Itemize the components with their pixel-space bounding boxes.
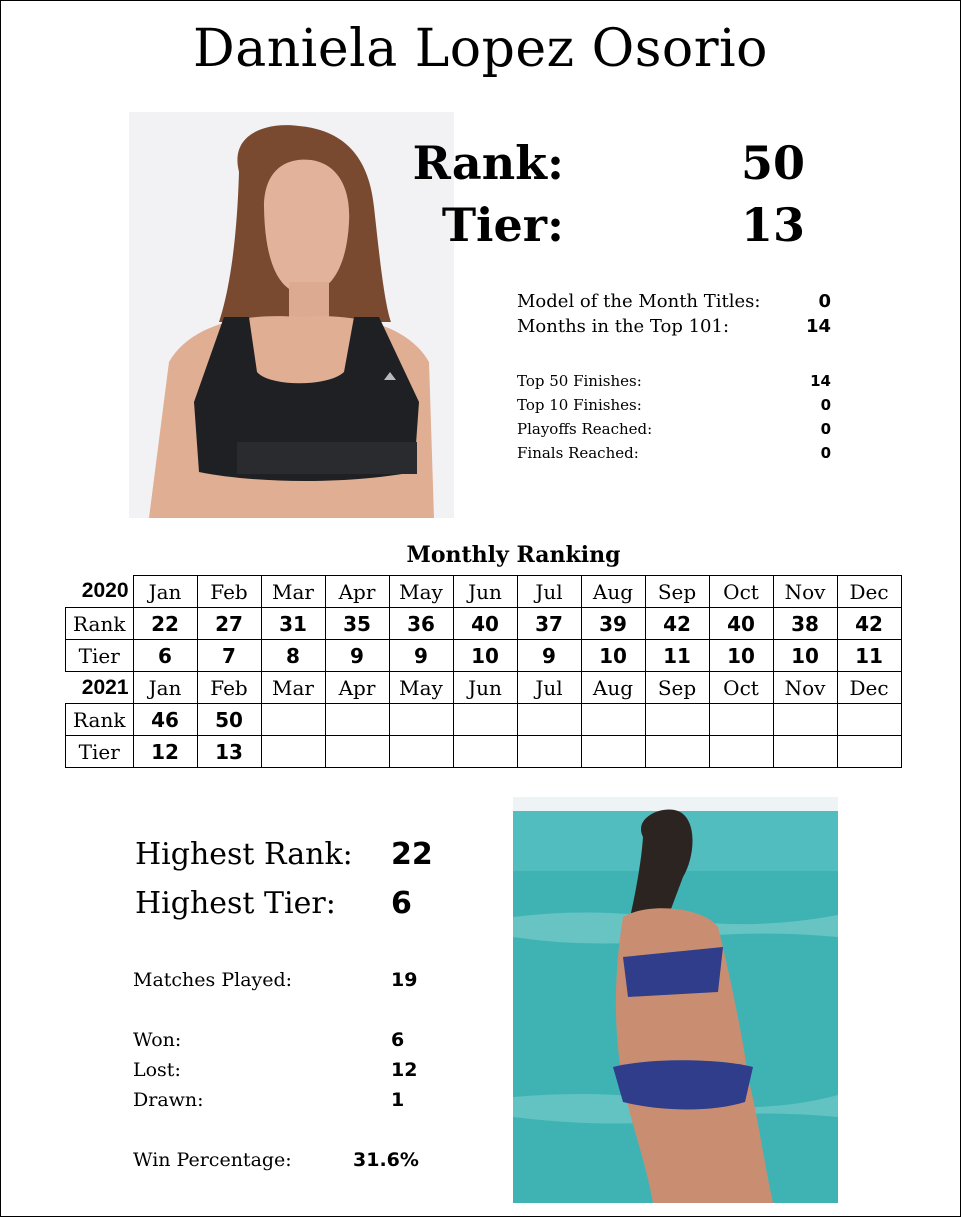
matches-played-label: Matches Played: (133, 969, 293, 991)
tier-cell (837, 736, 901, 768)
won-value: 6 (391, 1029, 405, 1051)
highest-rank-label: Highest Rank: (135, 837, 353, 872)
finals-value: 0 (820, 444, 831, 462)
rank-cell: 38 (773, 608, 837, 640)
month-header-cell: May (389, 672, 453, 704)
month-header-cell: Mar (261, 576, 325, 608)
month-header-cell: Jun (453, 672, 517, 704)
tier-cell (709, 736, 773, 768)
rank-cell: 40 (709, 608, 773, 640)
page-title: Daniela Lopez Osorio (193, 19, 768, 79)
rank-cell: 37 (517, 608, 581, 640)
rank-cell (453, 704, 517, 736)
month-header-cell: Sep (645, 576, 709, 608)
tier-cell: 10 (773, 640, 837, 672)
top50-value: 14 (810, 372, 831, 390)
rank-cell: 42 (837, 608, 901, 640)
tier-cell: 6 (133, 640, 197, 672)
month-header-cell: May (389, 576, 453, 608)
month-header-cell: Jan (133, 672, 197, 704)
month-header-cell: Apr (325, 576, 389, 608)
highest-rank-value: 22 (391, 837, 433, 872)
motm-titles-label: Model of the Month Titles: (517, 291, 761, 312)
rank-cell: 42 (645, 608, 709, 640)
rank-cell: 36 (389, 608, 453, 640)
rank-cell: 50 (197, 704, 261, 736)
rank-cell (773, 704, 837, 736)
rank-cell: 35 (325, 608, 389, 640)
highest-tier-label: Highest Tier: (135, 886, 336, 921)
won-label: Won: (133, 1029, 182, 1051)
month-header-cell: Aug (581, 672, 645, 704)
current-tier (429, 198, 829, 254)
tier-cell (773, 736, 837, 768)
tier-cell: 7 (197, 640, 261, 672)
drawn-label: Drawn: (133, 1089, 204, 1111)
tier-cell: 13 (197, 736, 261, 768)
tier-cell: 8 (261, 640, 325, 672)
matches-played-value: 19 (391, 969, 418, 991)
finals-label: Finals Reached: (517, 444, 639, 462)
month-header-cell: Sep (645, 672, 709, 704)
rank-cell (837, 704, 901, 736)
month-header-cell: Mar (261, 672, 325, 704)
month-header-cell: Dec (837, 576, 901, 608)
month-header-cell: Feb (197, 576, 261, 608)
rank-cell: 46 (133, 704, 197, 736)
tier-label: Tier: (441, 198, 564, 252)
month-header-cell: Nov (773, 672, 837, 704)
highest-tier-value: 6 (391, 886, 412, 921)
tier-value: 13 (741, 198, 806, 252)
rank-cell: 22 (133, 608, 197, 640)
highest-tier-row (135, 886, 412, 921)
month-header-cell: Apr (325, 672, 389, 704)
rank-row-label: Rank (66, 704, 134, 736)
month-header-cell: Jan (133, 576, 197, 608)
rank-label: Rank: (412, 136, 564, 190)
playoffs-value: 0 (820, 420, 831, 438)
tier-cell: 9 (389, 640, 453, 672)
highest-rank-row (135, 837, 433, 872)
months-header-row (66, 576, 902, 608)
tier-cell: 9 (517, 640, 581, 672)
monthly-ranking-table (65, 575, 902, 768)
lost-label: Lost: (133, 1059, 181, 1081)
month-header-cell: Jul (517, 672, 581, 704)
tier-cell: 12 (133, 736, 197, 768)
rank-row (66, 704, 902, 736)
motm-titles-value: 0 (818, 291, 831, 312)
rank-cell: 27 (197, 608, 261, 640)
months-top-label: Months in the Top 101: (517, 316, 730, 337)
current-rank (412, 136, 829, 192)
win-percentage-value: 31.6% (353, 1149, 419, 1171)
tier-cell (517, 736, 581, 768)
rank-row (66, 608, 902, 640)
months-top-value: 14 (805, 316, 831, 337)
playoffs-label: Playoffs Reached: (517, 420, 653, 438)
top50-label: Top 50 Finishes: (517, 372, 642, 390)
tier-row-label: Tier (66, 736, 134, 768)
tier-cell (325, 736, 389, 768)
months-header-row (66, 672, 902, 704)
rank-cell: 31 (261, 608, 325, 640)
tier-cell (389, 736, 453, 768)
month-header-cell: Dec (837, 672, 901, 704)
tier-cell (261, 736, 325, 768)
win-percentage-label: Win Percentage: (133, 1149, 292, 1171)
rank-cell (645, 704, 709, 736)
beach-photo (513, 797, 838, 1203)
rank-row-label: Rank (66, 608, 134, 640)
top10-value: 0 (820, 396, 831, 414)
month-header-cell: Aug (581, 576, 645, 608)
tier-cell: 10 (709, 640, 773, 672)
rank-cell: 39 (581, 608, 645, 640)
month-header-cell: Oct (709, 576, 773, 608)
tier-cell (453, 736, 517, 768)
month-header-cell: Oct (709, 672, 773, 704)
month-header-cell: Jun (453, 576, 517, 608)
rank-cell (389, 704, 453, 736)
tier-cell: 10 (581, 640, 645, 672)
tier-cell: 10 (453, 640, 517, 672)
tier-row (66, 736, 902, 768)
monthly-ranking-caption: Monthly Ranking (406, 542, 621, 568)
tier-row (66, 640, 902, 672)
rank-cell (261, 704, 325, 736)
tier-cell: 11 (837, 640, 901, 672)
year-label: 2020 (81, 579, 129, 603)
rank-cell: 40 (453, 608, 517, 640)
month-header-cell: Nov (773, 576, 837, 608)
rank-cell (517, 704, 581, 736)
month-header-cell: Feb (197, 672, 261, 704)
tier-cell (645, 736, 709, 768)
top10-label: Top 10 Finishes: (517, 396, 642, 414)
tier-cell: 11 (645, 640, 709, 672)
tier-cell (581, 736, 645, 768)
rank-cell (581, 704, 645, 736)
month-header-cell: Jul (517, 576, 581, 608)
rank-value: 50 (741, 136, 806, 190)
tier-row-label: Tier (66, 640, 134, 672)
tier-cell: 9 (325, 640, 389, 672)
portrait-photo (129, 112, 454, 518)
rank-cell (709, 704, 773, 736)
rank-cell (325, 704, 389, 736)
lost-value: 12 (391, 1059, 418, 1081)
drawn-value: 1 (391, 1089, 405, 1111)
year-label: 2021 (81, 675, 129, 699)
